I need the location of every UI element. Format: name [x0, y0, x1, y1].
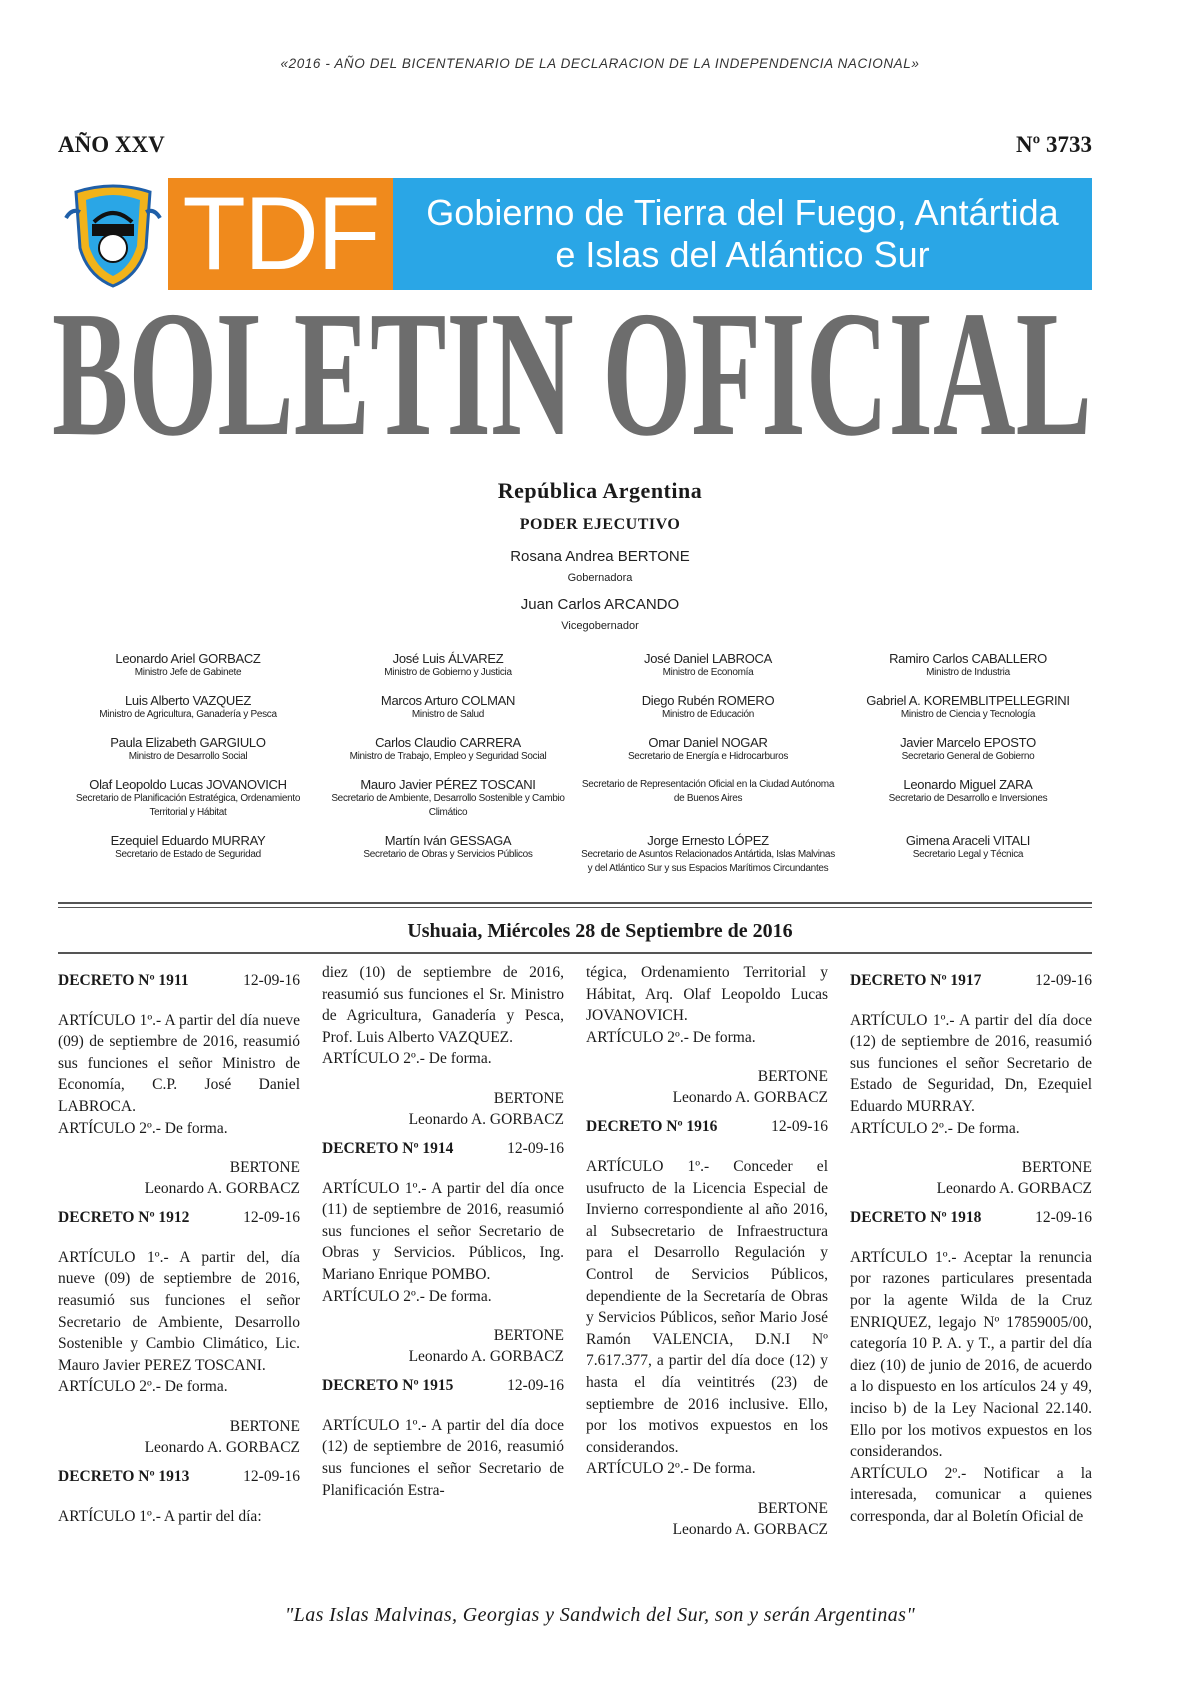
signer: Leonardo A. GORBACZ	[408, 1348, 564, 1366]
government-line-2: e Islas del Atlántico Sur	[555, 234, 930, 275]
provincial-crest-icon	[58, 178, 168, 290]
cabinet-member	[58, 834, 318, 876]
member-name: Paula Elizabeth GARGIULO	[110, 735, 266, 750]
decree-article: ARTÍCULO 1º.- Conceder el usufructo de la Licencia Especial de Invierno correspondiente al año 2016, al Subsecretario de Infraestructura para el Desarrollo Regulación y Control de Servicios Públicos, dependiente de la Secretaría de Obras y Servicios Públicos, señor Mario José Ramón VALENCIA, D.N.I Nº 7.617.377, a partir del día doce (12) y hasta el día veintitrés (23) de septiembre de 2016 inclusive. Ello, por los motivos expuestos en los considerandos.	[586, 1157, 828, 1456]
member-role: Secretario Legal y Técnica	[912, 849, 1024, 860]
decree-date: 12-09-16	[771, 1118, 828, 1136]
decree-date: 12-09-16	[243, 1209, 300, 1227]
cabinet-member	[838, 736, 1098, 764]
signature-block	[322, 1088, 564, 1130]
decree-article: ARTÍCULO 2º.- De forma.	[58, 1378, 228, 1396]
signer: Leonardo A. GORBACZ	[144, 1180, 300, 1198]
cabinet-member	[578, 834, 838, 876]
member-name: José Daniel LABROCA	[644, 651, 772, 666]
signer: BERTONE	[757, 1068, 828, 1086]
signature-block	[586, 1066, 828, 1108]
member-name: Mauro Javier PÉREZ TOSCANI	[360, 777, 536, 792]
member-name: Leonardo Miguel ZARA	[903, 777, 1033, 792]
decree-article: ARTÍCULO 2º.- De forma.	[586, 1028, 756, 1046]
government-line-1: Gobierno de Tierra del Fuego, Antártida	[426, 192, 1059, 233]
member-role: Secretario de Estado de Seguridad	[115, 849, 261, 860]
column-1	[58, 962, 300, 1624]
member-role: Ministro de Desarrollo Social	[128, 751, 248, 762]
decree-header	[322, 1138, 564, 1160]
signature-block	[58, 1416, 300, 1458]
cabinet-member	[58, 652, 318, 680]
signer: BERTONE	[757, 1499, 828, 1517]
decree-header	[850, 1207, 1092, 1229]
masthead-title	[52, 292, 1092, 452]
decree-title: DECRETO Nº 1913	[58, 1467, 190, 1485]
signature-block	[850, 1157, 1092, 1199]
decree-article: ARTÍCULO 1º.- A partir del día doce (12) de septiembre de 2016, reasumió sus funciones el señor Secretario de Estado de Seguridad, Dn, Ezequiel Eduardo MURRAY.	[850, 1011, 1092, 1115]
member-name: Gimena Araceli VITALI	[905, 833, 1031, 848]
decree-article: ARTÍCULO 2º.- Notificar a la interesada, comunicar a quienes corresponda, dar al Boletín Oficial de	[850, 1464, 1092, 1525]
decree-article: ARTÍCULO 2º.- De forma.	[58, 1119, 228, 1137]
member-name: Omar Daniel NOGAR	[648, 735, 768, 750]
decree-date: 12-09-16	[507, 1377, 564, 1395]
member-name: Jorge Ernesto LÓPEZ	[647, 833, 769, 848]
decree-article: ARTÍCULO 2º.- De forma.	[850, 1119, 1020, 1137]
member-role: Ministro de Trabajo, Empleo y Seguridad Social	[349, 751, 547, 762]
signer: BERTONE	[1021, 1159, 1092, 1177]
cabinet-member	[838, 778, 1098, 820]
decree-title: DECRETO Nº 1918	[850, 1209, 982, 1227]
member-role: Ministro de Educación	[661, 709, 755, 720]
decree-date: 12-09-16	[243, 972, 300, 989]
decree-title: DECRETO Nº 1916	[586, 1118, 718, 1136]
decree-header	[58, 970, 300, 992]
government-title	[393, 178, 1092, 290]
member-role: Secretario de Representación Oficial en la Ciudad Autónoma de Buenos Aires	[581, 779, 835, 804]
member-role: Ministro de Ciencia y Tecnología	[900, 709, 1036, 720]
decree-article: tégica, Ordenamiento Territorial y Hábitat, Arq. Olaf Leopoldo Lucas JOVANOVICH.	[586, 964, 828, 1025]
decree-article: ARTÍCULO 1º.- Aceptar la renuncia por razones particulares presentada por la agente Wilda de la Cruz ENRIQUEZ, legajo Nº 17859005/00, categoría 10 P. A. y T., a partir del día diez (10) de junio de 2016, de acuerdo a lo dispuesto en los artículos 24 y 49, inciso b) de la Ley Nacional 22.140. Ello por los motivos expuestos en los considerandos.	[850, 1248, 1092, 1461]
decree-header	[850, 970, 1092, 992]
cabinet-member	[578, 694, 838, 722]
cabinet-member	[58, 694, 318, 722]
decree-article: ARTÍCULO 2º.- De forma.	[322, 1287, 492, 1305]
decree-date: 12-09-16	[507, 1139, 564, 1157]
issue-number: Nº 3733	[1016, 132, 1092, 157]
vice-governor-name: Juan Carlos ARCANDO	[520, 596, 680, 613]
cabinet-member	[58, 736, 318, 764]
decree-article: ARTÍCULO 1º.- A partir del día:	[58, 1507, 262, 1525]
member-name: Olaf Leopoldo Lucas JOVANOVICH	[89, 777, 287, 792]
divider	[58, 952, 1092, 954]
decree-article: ARTÍCULO 1º.- A partir del día nueve (09) de septiembre de 2016, reasumió sus funciones el señor Ministro de Economía, C.P. José Daniel LABROCA.	[58, 1011, 300, 1115]
member-role: Ministro Jefe de Gabinete	[134, 667, 242, 678]
member-name: Martín Iván GESSAGA	[384, 833, 512, 848]
decree-title: DECRETO Nº 1911	[58, 972, 189, 989]
issue-year: AÑO XXV	[58, 132, 165, 157]
member-role: Secretario de Planificación Estratégica, Ordenamiento Territorial y Hábitat	[75, 793, 301, 818]
signer: Leonardo A. GORBACZ	[672, 1089, 828, 1107]
decree-date: 12-09-16	[243, 1467, 300, 1485]
cabinet-member	[838, 694, 1098, 722]
decree-title: DECRETO Nº 1917	[850, 972, 982, 989]
member-role: Secretario de Desarrollo e Inversiones	[888, 793, 1048, 804]
decree-date: 12-09-16	[1035, 1209, 1092, 1227]
cabinet-member	[318, 736, 578, 764]
member-role: Ministro de Economía	[662, 667, 754, 678]
cabinet-member	[578, 736, 838, 764]
tdf-logo: TDF	[168, 178, 393, 290]
decree-header	[58, 1207, 300, 1229]
cabinet-member	[838, 652, 1098, 680]
branch-name: PODER EJECUTIVO	[519, 516, 681, 533]
member-role: Ministro de Salud	[411, 709, 485, 720]
column-2	[322, 962, 564, 1624]
decree-article: ARTÍCULO 1º.- A partir del día once (11) de septiembre de 2016, reasumió sus funciones el señor Secretario de Obras y Servicios. Públicos, Ing. Mariano Enrique POMBO.	[322, 1179, 564, 1283]
cabinet-member	[578, 652, 838, 680]
member-name: Leonardo Ariel GORBACZ	[115, 651, 261, 666]
decree-date: 12-09-16	[1035, 972, 1092, 989]
vice-governor-role: Vicegobernador	[561, 620, 639, 632]
signer: BERTONE	[229, 1159, 300, 1177]
member-name: Marcos Arturo COLMAN	[380, 693, 516, 708]
member-role: Secretario de Obras y Servicios Públicos	[363, 849, 533, 860]
country-name: República Argentina	[497, 478, 703, 503]
decree-columns	[58, 962, 1092, 1624]
header-motto: «2016 - AÑO DEL BICENTENARIO DE LA DECLARACION DE LA INDEPENDENCIA NACIONAL»	[280, 56, 920, 71]
governor-name: Rosana Andrea BERTONE	[510, 548, 690, 565]
member-name: Ramiro Carlos CABALLERO	[889, 651, 1047, 666]
member-role: Secretario de Energía e Hidrocarburos	[627, 751, 789, 762]
member-name: Carlos Claudio CARRERA	[375, 735, 521, 750]
member-name: Luis Alberto VAZQUEZ	[125, 693, 251, 708]
governor-role: Gobernadora	[567, 572, 633, 584]
divider	[58, 902, 1092, 904]
decree-title: DECRETO Nº 1915	[322, 1377, 454, 1395]
decree-header	[58, 1466, 300, 1488]
member-role: Secretario de Ambiente, Desarrollo Sostenible y Cambio Climático	[331, 793, 565, 818]
cabinet-member	[318, 834, 578, 876]
member-role: Secretario General de Gobierno	[901, 751, 1035, 762]
footer-motto: "Las Islas Malvinas, Georgias y Sandwich del Sur, son y serán Argentinas"	[284, 1604, 916, 1626]
signature-block	[322, 1325, 564, 1367]
signer: Leonardo A. GORBACZ	[408, 1110, 564, 1128]
cabinet-member	[318, 778, 578, 820]
government-banner	[58, 178, 1092, 290]
column-3	[586, 962, 828, 1624]
member-role: Ministro de Industria	[926, 667, 1010, 678]
dateline: Ushuaia, Miércoles 28 de Septiembre de 2016	[407, 920, 793, 942]
member-name: José Luis ÁLVAREZ	[392, 651, 504, 666]
decree-article: ARTÍCULO 1º.- A partir del día doce (12) de septiembre de 2016, reasumió sus funciones el señor Secretario de Planificación Estra-	[322, 1416, 564, 1499]
member-role: Ministro de Agricultura, Ganadería y Pesca	[99, 709, 277, 720]
member-name: Ezequiel Eduardo MURRAY	[110, 833, 266, 848]
decree-title: DECRETO Nº 1914	[322, 1139, 454, 1157]
cabinet-member	[58, 778, 318, 820]
member-role: Ministro de Gobierno y Justicia	[384, 667, 512, 678]
cabinet-member	[318, 652, 578, 680]
member-name: Diego Rubén ROMERO	[641, 693, 775, 708]
member-name: Gabriel A. KOREMBLITPELLEGRINI	[866, 693, 1070, 708]
signer: BERTONE	[229, 1417, 300, 1435]
cabinet-list	[58, 652, 1098, 876]
signer: BERTONE	[493, 1327, 564, 1345]
decree-article: ARTÍCULO 2º.- De forma.	[322, 1050, 492, 1068]
decree-header	[322, 1375, 564, 1397]
decree-article: ARTÍCULO 2º.- De forma.	[586, 1460, 756, 1478]
divider	[58, 907, 1092, 908]
decree-header	[586, 1116, 828, 1138]
decree-article: diez (10) de septiembre de 2016, reasumió sus funciones el Sr. Ministro de Agricultura, Ganadería y Pesca, Prof. Luis Alberto VAZQUEZ.	[322, 964, 564, 1046]
decree-article: ARTÍCULO 1º.- A partir del, día nueve (09) de septiembre de 2016, reasumió sus funciones el señor Secretario de Ambiente, Desarrollo Sostenible y Cambio Climático, Lic. Mauro Javier PEREZ TOSCANI.	[58, 1248, 300, 1374]
member-role: Secretario de Asuntos Relacionados Antártida, Islas Malvinas y del Atlántico Sur y sus Espacios Marítimos Circundantes	[581, 849, 835, 874]
cabinet-member	[838, 834, 1098, 876]
signature-block	[586, 1498, 828, 1540]
signer: BERTONE	[493, 1089, 564, 1107]
signer: Leonardo A. GORBACZ	[936, 1180, 1092, 1198]
decree-title: DECRETO Nº 1912	[58, 1209, 190, 1227]
cabinet-member	[318, 694, 578, 722]
column-4	[850, 962, 1092, 1624]
signer: Leonardo A. GORBACZ	[144, 1438, 300, 1456]
masthead-title-text: BOLETIN OFICIAL	[52, 292, 1092, 452]
signature-block	[58, 1157, 300, 1199]
member-name: Javier Marcelo EPOSTO	[900, 735, 1036, 750]
cabinet-member	[578, 778, 838, 820]
signer: Leonardo A. GORBACZ	[672, 1520, 828, 1538]
